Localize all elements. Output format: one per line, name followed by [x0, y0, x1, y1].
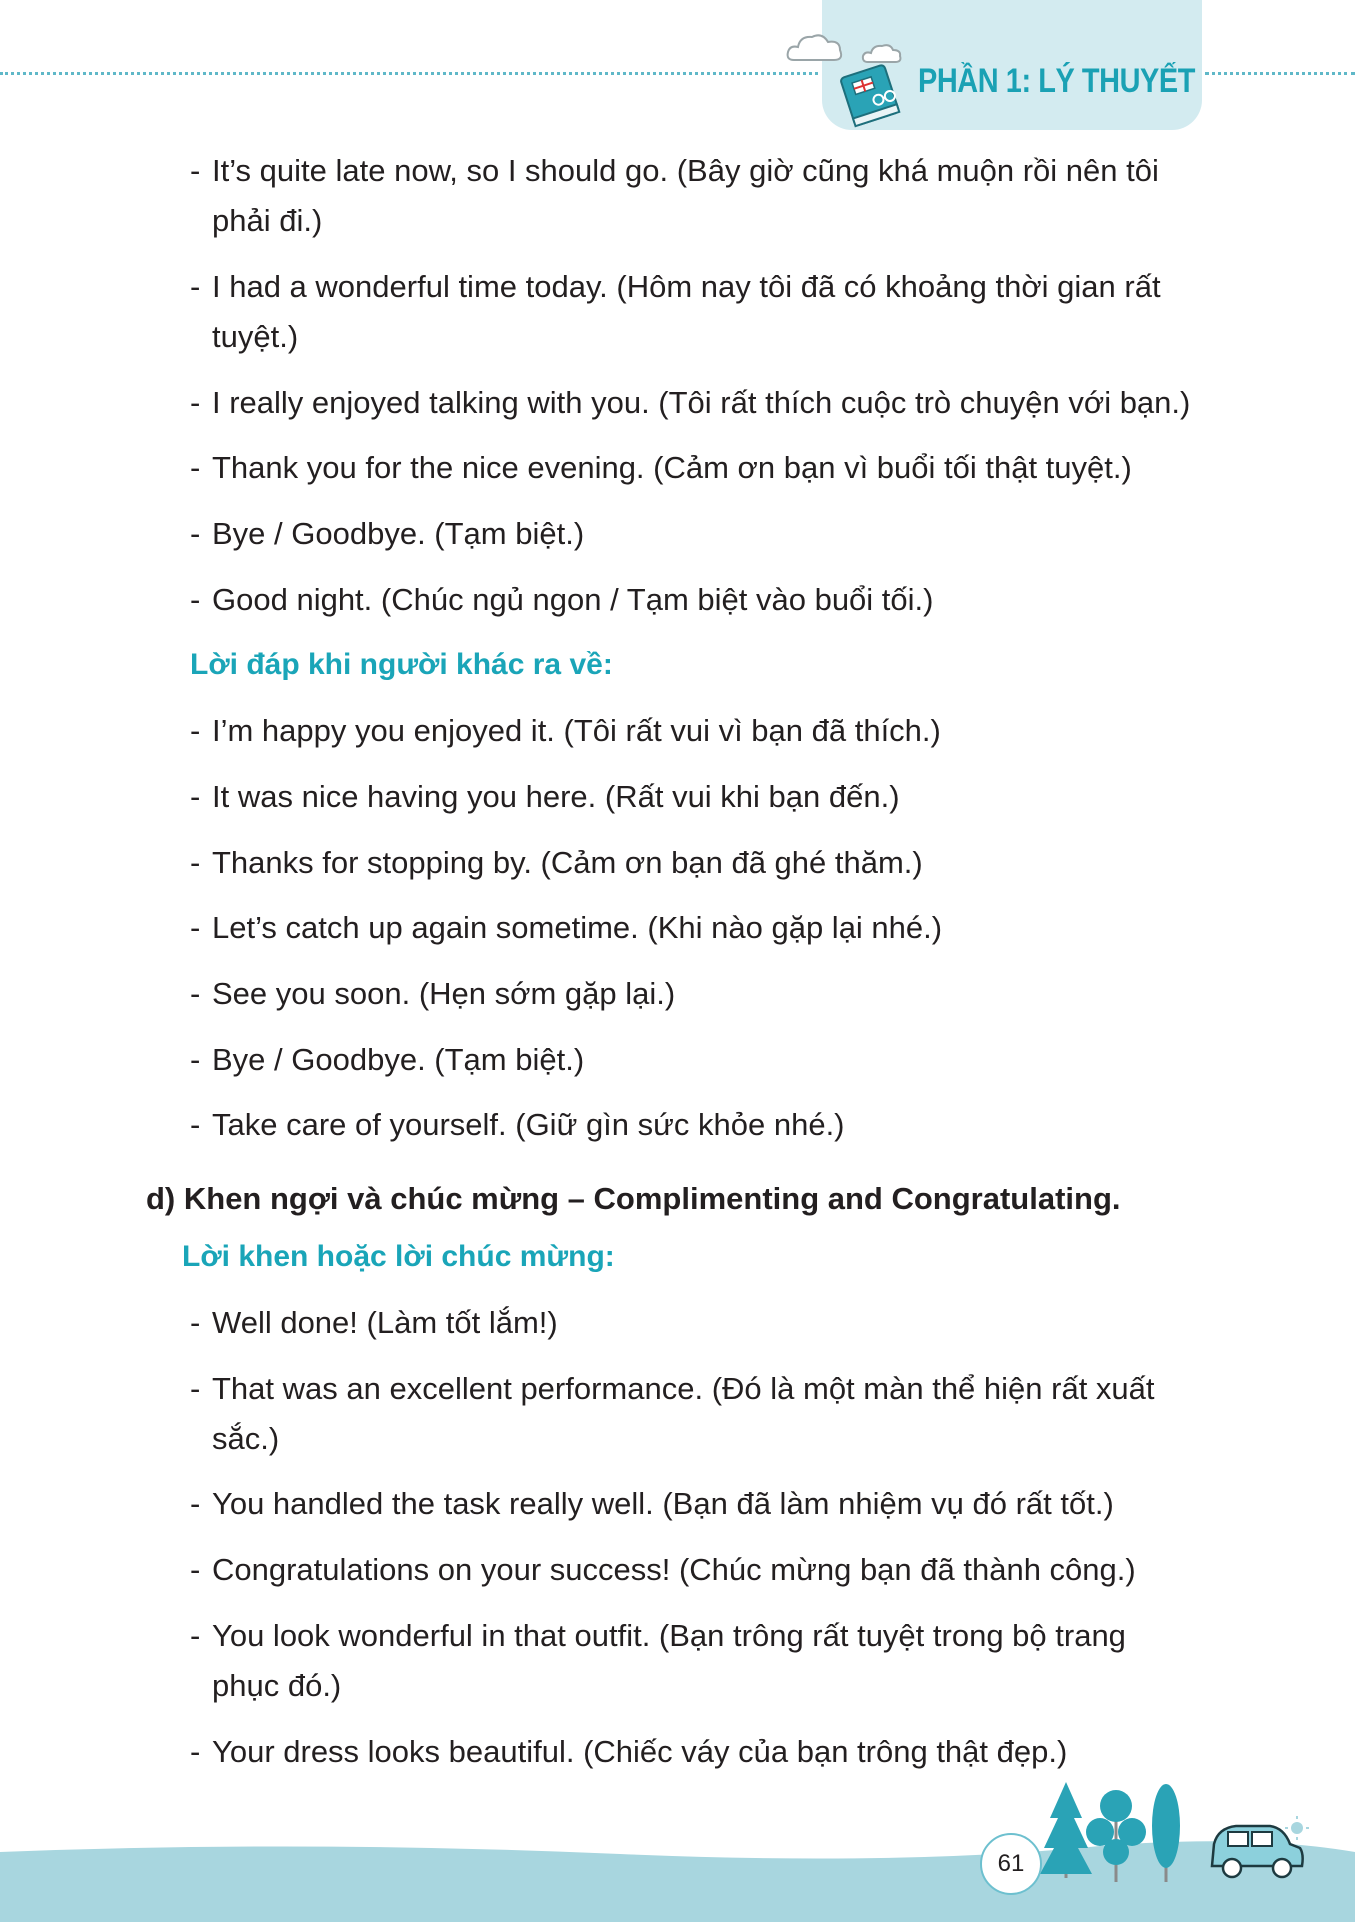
footer-wave: [0, 1841, 1355, 1922]
list-item-text: Take care of yourself. (Giữ gìn sức khỏe nhé.): [212, 1107, 845, 1142]
list-item-text: It’s quite late now, so I should go. (Bây giờ cũng khá muộn rồi nên tôi: [212, 153, 1159, 188]
list-item: - It’s quite late now, so I should go. (Bây giờ cũng khá muộn rồi nên tôi phải đi.): [190, 146, 1200, 246]
header-dotted-line-right: [1205, 72, 1355, 75]
list-item: - See you soon. (Hẹn sớm gặp lại.): [190, 976, 676, 1011]
list-item-continuation: phục đó.): [212, 1668, 342, 1703]
list-item-text: Good night. (Chúc ngủ ngon / Tạm biệt vào buổi tối.): [212, 582, 934, 617]
list-item-text: Bye / Goodbye. (Tạm biệt.): [212, 516, 585, 551]
list-item-text: Let’s catch up again sometime. (Khi nào gặp lại nhé.): [212, 910, 943, 945]
list-item-continuation: phải đi.): [212, 203, 323, 238]
list-item: - It was nice having you here. (Rất vui khi bạn đến.): [190, 779, 900, 814]
list-item: - I’m happy you enjoyed it. (Tôi rất vui vì bạn đã thích.): [190, 713, 941, 748]
section-title: d) Khen ngợi và chúc mừng – Complimenting and Congratulating.: [146, 1181, 1121, 1216]
list-item-text: I really enjoyed talking with you. (Tôi rất thích cuộc trò chuyện với bạn.): [212, 385, 1191, 420]
header-dotted-line-left: [0, 72, 818, 75]
footer-landscape: [0, 1770, 1355, 1922]
list-item-text: Bye / Goodbye. (Tạm biệt.): [212, 1042, 585, 1077]
list-item: - Thank you for the nice evening. (Cảm ơn bạn vì buổi tối thật tuyệt.): [190, 450, 1132, 485]
list-item-continuation: tuyệt.): [212, 319, 299, 354]
list-item: - That was an excellent performance. (Đó là một màn thể hiện rất xuất sắc.): [190, 1364, 1200, 1464]
list-item-text: Your dress looks beautiful. (Chiếc váy của bạn trông thật đẹp.): [212, 1734, 1068, 1769]
list-item: - Your dress looks beautiful. (Chiếc váy của bạn trông thật đẹp.): [190, 1734, 1068, 1769]
section-label: PHẦN 1: LÝ THUYẾT: [918, 62, 1195, 100]
list-item-text: Congratulations on your success! (Chúc mừng bạn đã thành công.): [212, 1552, 1136, 1587]
list-item: - Thanks for stopping by. (Cảm ơn bạn đã ghé thăm.): [190, 845, 923, 880]
list-item-text: Well done! (Làm tốt lắm!): [212, 1305, 558, 1340]
list-item: - Congratulations on your success! (Chúc mừng bạn đã thành công.): [190, 1552, 1136, 1587]
list-item: - Take care of yourself. (Giữ gìn sức khỏe nhé.): [190, 1107, 845, 1142]
page-number: 61: [980, 1833, 1042, 1895]
list-item: - Well done! (Làm tốt lắm!): [190, 1305, 558, 1340]
list-item-text: You handled the task really well. (Bạn đã làm nhiệm vụ đó rất tốt.): [212, 1486, 1114, 1521]
list-item-text: I’m happy you enjoyed it. (Tôi rất vui vì bạn đã thích.): [212, 713, 941, 748]
list-item: - Bye / Goodbye. (Tạm biệt.): [190, 516, 585, 551]
list-item-text: You look wonderful in that outfit. (Bạn trông rất tuyệt trong bộ trang: [212, 1618, 1126, 1653]
list-item: - Let’s catch up again sometime. (Khi nào gặp lại nhé.): [190, 910, 943, 945]
list-item: - Good night. (Chúc ngủ ngon / Tạm biệt vào buổi tối.): [190, 582, 934, 617]
sun-icon: [1285, 1816, 1309, 1840]
list-item-continuation: sắc.): [212, 1421, 280, 1456]
list-item-text: Thank you for the nice evening. (Cảm ơn bạn vì buổi tối thật tuyệt.): [212, 450, 1132, 485]
replies-heading: Lời đáp khi người khác ra về:: [190, 648, 613, 681]
list-item: - I really enjoyed talking with you. (Tôi rất thích cuộc trò chuyện với bạn.): [190, 385, 1191, 420]
tree-icon: [1040, 1782, 1092, 1878]
list-item: - I had a wonderful time today. (Hôm nay tôi đã có khoảng thời gian rất tuyệt.): [190, 262, 1200, 362]
book-icon: [832, 58, 908, 128]
list-item-text: Thanks for stopping by. (Cảm ơn bạn đã ghé thăm.): [212, 845, 923, 880]
list-item: - You look wonderful in that outfit. (Bạn trông rất tuyệt trong bộ trang phục đó.): [190, 1611, 1200, 1711]
list-item-text: That was an excellent performance. (Đó là một màn thể hiện rất xuất: [212, 1371, 1155, 1406]
list-item-text: See you soon. (Hẹn sớm gặp lại.): [212, 976, 676, 1011]
list-item-text: It was nice having you here. (Rất vui khi bạn đến.): [212, 779, 900, 814]
compliment-heading: Lời khen hoặc lời chúc mừng:: [182, 1240, 615, 1273]
list-item: - You handled the task really well. (Bạn đã làm nhiệm vụ đó rất tốt.): [190, 1486, 1114, 1521]
list-item: - Bye / Goodbye. (Tạm biệt.): [190, 1042, 585, 1077]
list-item-text: I had a wonderful time today. (Hôm nay tôi đã có khoảng thời gian rất: [212, 269, 1161, 304]
